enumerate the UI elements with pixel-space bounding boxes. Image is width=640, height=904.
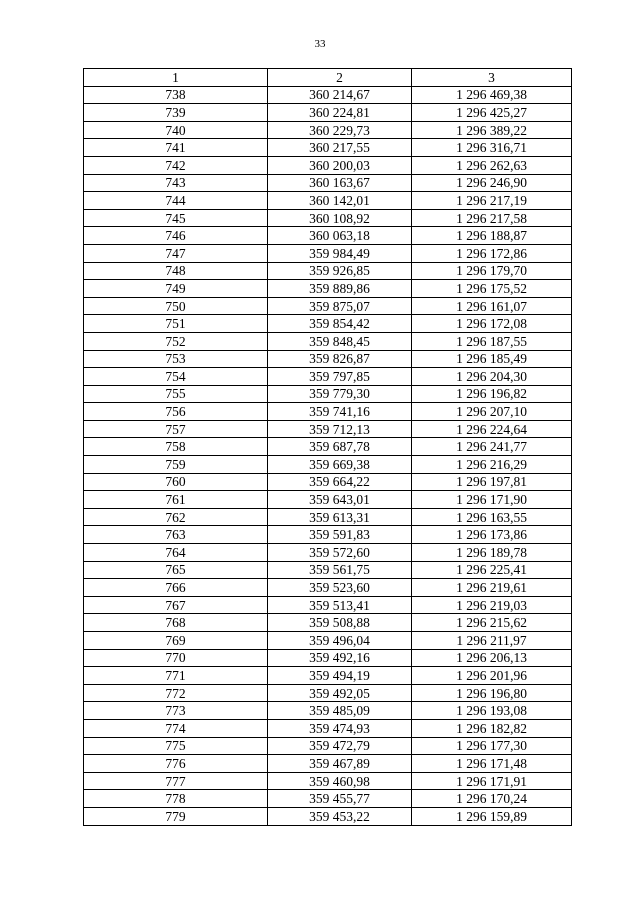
x-coordinate-cell: 359 453,22 [268,807,412,825]
x-coordinate-cell: 359 460,98 [268,772,412,790]
table-row [84,332,572,350]
y-coordinate-cell: 1 296 241,77 [412,438,572,456]
point-number-cell: 765 [84,561,268,579]
point-number-cell: 770 [84,649,268,667]
y-coordinate-cell: 1 296 193,08 [412,702,572,720]
table-row [84,667,572,685]
table-row [84,719,572,737]
point-number-cell: 751 [84,315,268,333]
y-coordinate-cell: 1 296 217,58 [412,209,572,227]
table-row [84,649,572,667]
table-row [84,491,572,509]
x-coordinate-cell: 359 613,31 [268,508,412,526]
y-coordinate-cell: 1 296 159,89 [412,807,572,825]
x-coordinate-cell: 359 664,22 [268,473,412,491]
x-coordinate-cell: 359 687,78 [268,438,412,456]
x-coordinate-cell: 359 472,79 [268,737,412,755]
x-coordinate-cell: 360 200,03 [268,156,412,174]
point-number-cell: 777 [84,772,268,790]
y-coordinate-cell: 1 296 246,90 [412,174,572,192]
table-row [84,139,572,157]
y-coordinate-cell: 1 296 219,61 [412,579,572,597]
point-number-cell: 748 [84,262,268,280]
coordinates-table [83,68,572,826]
table-header-row [84,69,572,87]
point-number-cell: 742 [84,156,268,174]
x-coordinate-cell: 359 455,77 [268,790,412,808]
table-row [84,579,572,597]
x-coordinate-cell: 359 492,05 [268,684,412,702]
x-coordinate-cell: 359 848,45 [268,332,412,350]
point-number-cell: 761 [84,491,268,509]
y-coordinate-cell: 1 296 316,71 [412,139,572,157]
y-coordinate-cell: 1 296 469,38 [412,86,572,104]
x-coordinate-cell: 359 741,16 [268,403,412,421]
point-number-cell: 754 [84,368,268,386]
point-number-cell: 752 [84,332,268,350]
table-body [84,86,572,825]
x-coordinate-cell: 360 217,55 [268,139,412,157]
point-number-cell: 741 [84,139,268,157]
point-number-cell: 757 [84,420,268,438]
y-coordinate-cell: 1 296 189,78 [412,544,572,562]
point-number-cell: 764 [84,544,268,562]
table-row [84,368,572,386]
table-row [84,438,572,456]
point-number-cell: 776 [84,755,268,773]
y-coordinate-cell: 1 296 204,30 [412,368,572,386]
table-row [84,702,572,720]
table-row [84,262,572,280]
x-coordinate-cell: 360 063,18 [268,227,412,245]
point-number-cell: 739 [84,104,268,122]
y-coordinate-cell: 1 296 170,24 [412,790,572,808]
table-row [84,86,572,104]
table-row [84,420,572,438]
point-number-cell: 763 [84,526,268,544]
y-coordinate-cell: 1 296 224,64 [412,420,572,438]
x-coordinate-cell: 359 712,13 [268,420,412,438]
y-coordinate-cell: 1 296 173,86 [412,526,572,544]
y-coordinate-cell: 1 296 196,80 [412,684,572,702]
x-coordinate-cell: 359 467,89 [268,755,412,773]
y-coordinate-cell: 1 296 185,49 [412,350,572,368]
column-header-1: 1 [84,69,268,87]
y-coordinate-cell: 1 296 163,55 [412,508,572,526]
y-coordinate-cell: 1 296 171,48 [412,755,572,773]
x-coordinate-cell: 359 984,49 [268,244,412,262]
table-row [84,192,572,210]
x-coordinate-cell: 359 643,01 [268,491,412,509]
table-row [84,614,572,632]
y-coordinate-cell: 1 296 172,86 [412,244,572,262]
point-number-cell: 768 [84,614,268,632]
x-coordinate-cell: 359 523,60 [268,579,412,597]
table-row [84,456,572,474]
table-row [84,315,572,333]
point-number-cell: 740 [84,121,268,139]
table-row [84,227,572,245]
y-coordinate-cell: 1 296 196,82 [412,385,572,403]
point-number-cell: 769 [84,632,268,650]
table-row [84,544,572,562]
point-number-cell: 775 [84,737,268,755]
point-number-cell: 762 [84,508,268,526]
x-coordinate-cell: 359 797,85 [268,368,412,386]
x-coordinate-cell: 359 875,07 [268,297,412,315]
y-coordinate-cell: 1 296 216,29 [412,456,572,474]
y-coordinate-cell: 1 296 389,22 [412,121,572,139]
x-coordinate-cell: 359 826,87 [268,350,412,368]
point-number-cell: 773 [84,702,268,720]
y-coordinate-cell: 1 296 225,41 [412,561,572,579]
x-coordinate-cell: 359 474,93 [268,719,412,737]
x-coordinate-cell: 359 508,88 [268,614,412,632]
x-coordinate-cell: 359 561,75 [268,561,412,579]
x-coordinate-cell: 359 485,09 [268,702,412,720]
x-coordinate-cell: 359 779,30 [268,385,412,403]
x-coordinate-cell: 360 108,92 [268,209,412,227]
point-number-cell: 756 [84,403,268,421]
y-coordinate-cell: 1 296 219,03 [412,596,572,614]
point-number-cell: 758 [84,438,268,456]
y-coordinate-cell: 1 296 171,90 [412,491,572,509]
table-row [84,790,572,808]
y-coordinate-cell: 1 296 175,52 [412,280,572,298]
column-header-2: 2 [268,69,412,87]
point-number-cell: 747 [84,244,268,262]
x-coordinate-cell: 359 669,38 [268,456,412,474]
table-row [84,526,572,544]
table-row [84,350,572,368]
table-row [84,104,572,122]
y-coordinate-cell: 1 296 207,10 [412,403,572,421]
x-coordinate-cell: 360 229,73 [268,121,412,139]
point-number-cell: 760 [84,473,268,491]
y-coordinate-cell: 1 296 161,07 [412,297,572,315]
table-row [84,508,572,526]
point-number-cell: 746 [84,227,268,245]
x-coordinate-cell: 359 926,85 [268,262,412,280]
x-coordinate-cell: 359 513,41 [268,596,412,614]
x-coordinate-cell: 359 496,04 [268,632,412,650]
point-number-cell: 767 [84,596,268,614]
x-coordinate-cell: 359 572,60 [268,544,412,562]
y-coordinate-cell: 1 296 217,19 [412,192,572,210]
y-coordinate-cell: 1 296 177,30 [412,737,572,755]
column-header-3: 3 [412,69,572,87]
page-number: 33 [314,38,326,50]
point-number-cell: 750 [84,297,268,315]
table-row [84,807,572,825]
table-row [84,385,572,403]
y-coordinate-cell: 1 296 425,27 [412,104,572,122]
table-row [84,772,572,790]
y-coordinate-cell: 1 296 187,55 [412,332,572,350]
table-row [84,244,572,262]
y-coordinate-cell: 1 296 182,82 [412,719,572,737]
point-number-cell: 744 [84,192,268,210]
table-row [84,209,572,227]
x-coordinate-cell: 360 142,01 [268,192,412,210]
y-coordinate-cell: 1 296 197,81 [412,473,572,491]
point-number-cell: 759 [84,456,268,474]
point-number-cell: 755 [84,385,268,403]
x-coordinate-cell: 359 889,86 [268,280,412,298]
x-coordinate-cell: 359 492,16 [268,649,412,667]
y-coordinate-cell: 1 296 172,08 [412,315,572,333]
x-coordinate-cell: 360 224,81 [268,104,412,122]
point-number-cell: 753 [84,350,268,368]
point-number-cell: 743 [84,174,268,192]
point-number-cell: 738 [84,86,268,104]
table-row [84,737,572,755]
table-row [84,596,572,614]
point-number-cell: 766 [84,579,268,597]
table-row [84,755,572,773]
y-coordinate-cell: 1 296 179,70 [412,262,572,280]
y-coordinate-cell: 1 296 206,13 [412,649,572,667]
table-row [84,684,572,702]
y-coordinate-cell: 1 296 188,87 [412,227,572,245]
y-coordinate-cell: 1 296 171,91 [412,772,572,790]
table-row [84,632,572,650]
x-coordinate-cell: 359 854,42 [268,315,412,333]
table-row [84,473,572,491]
table-row [84,297,572,315]
table-row [84,403,572,421]
y-coordinate-cell: 1 296 215,62 [412,614,572,632]
x-coordinate-cell: 359 591,83 [268,526,412,544]
x-coordinate-cell: 360 214,67 [268,86,412,104]
point-number-cell: 779 [84,807,268,825]
point-number-cell: 749 [84,280,268,298]
table-row [84,121,572,139]
point-number-cell: 774 [84,719,268,737]
table-row [84,280,572,298]
point-number-cell: 745 [84,209,268,227]
point-number-cell: 772 [84,684,268,702]
table-row [84,156,572,174]
point-number-cell: 778 [84,790,268,808]
x-coordinate-cell: 359 494,19 [268,667,412,685]
point-number-cell: 771 [84,667,268,685]
table-row [84,561,572,579]
y-coordinate-cell: 1 296 262,63 [412,156,572,174]
table-row [84,174,572,192]
y-coordinate-cell: 1 296 201,96 [412,667,572,685]
y-coordinate-cell: 1 296 211,97 [412,632,572,650]
x-coordinate-cell: 360 163,67 [268,174,412,192]
